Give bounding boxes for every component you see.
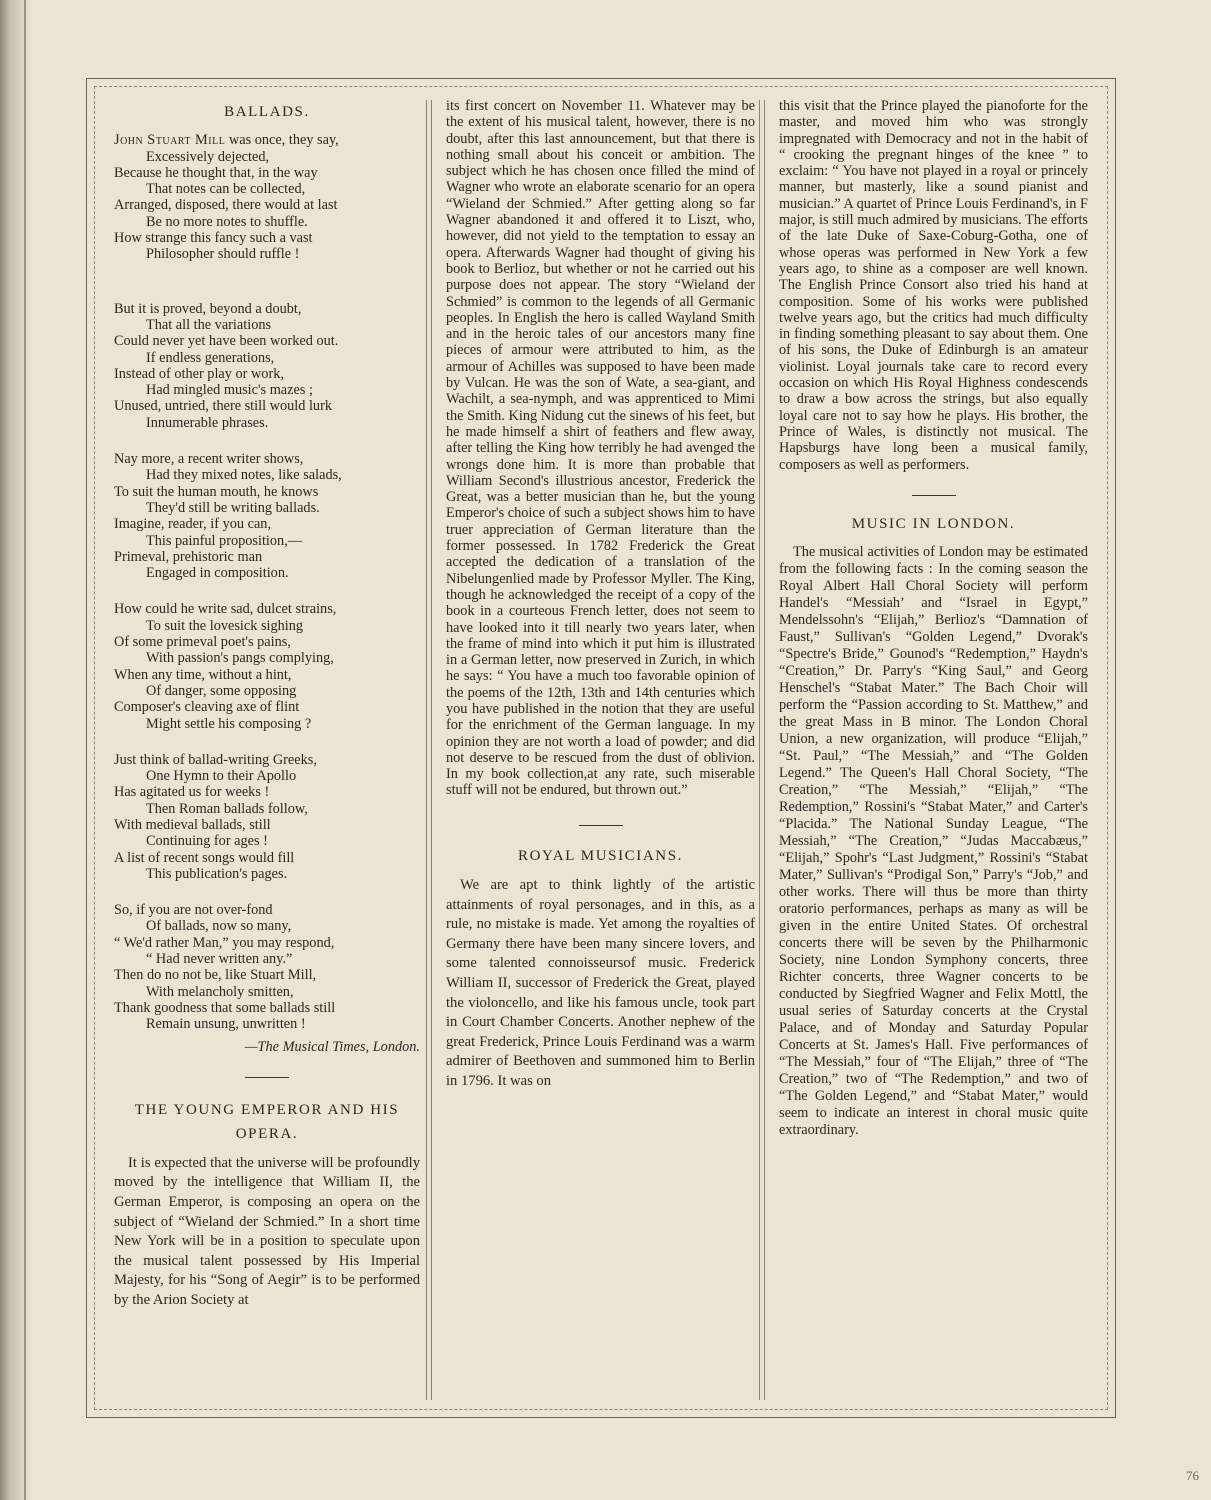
royal-paragraph-1: We are apt to think lightly of the artistic attainments of royal personages, and in this, as a rule, no mistake is made. Yet among the royalties of Germany there have been many sincere lovers, and some talented connoisseursof music. Frederick William II, successor of Frederick the Great, played the violoncello, and like his famous uncle, took part in Court Chamber Concerts. Another nephew of the great Frederick, Prince Louis Ferdinand was a warm admirer of Beethoven and summoned him to Berlin in 1796. It was on <box>446 877 755 1089</box>
poem-line: That notes can be collected, <box>146 181 306 198</box>
poem-line: To suit the lovesick sighing <box>146 617 304 634</box>
column-3 <box>779 98 1088 1398</box>
poem-line: Thank goodness that some ballads still <box>114 999 336 1016</box>
poem-line-rest: was once, they say, <box>225 132 339 149</box>
poem-line: With medieval ballads, still <box>114 816 271 833</box>
poem-line: “ Had never written any.” <box>146 951 293 968</box>
london-paragraph: The musical activities of London may be estimated from the following facts : In the coming season the Royal Albert Hall Choral Society will perform Handel's “Messiah’ and “Israel in Egypt,” Mendelssohn's “Elijah,” Berlioz's “Damnation of Faust,” Sullivan's “Golden Legend,” Dvorak's “Spectre's Bride,” Gounod's “Redemption,” Haydn's “Creation,” Dr. Parry's “King Saul,” and Georg Henschel's “Stabat Mater.” The Bach Choir will perform the “Passion according to St. Matthew,” and the great Mass in B minor. The London Choral Union, a new organization, will produce “Elijah,” “St. Paul,” “The Messiah,” and “The Golden Legend.” The Queen's Hall Choral Society, “The Creation,” “The Messiah,” “Elijah,” “The Redemption,” Rossini's “Stabat Mater,” and Carter's “Placida.” The National Sunday League, “The Messiah,” “The Creation,” “Judas Maccabæus,” “Elijah,” Spohr's “Last Judgment,” Rossini's “Stabat Mater,” Sullivan's “Prodigal Son,” Parry's “Job,” and other works. There will thus be more than thirty oratorio performances, perhaps as many as will be given in the entire United States. Of orchestral concerts there will be seven by the Philharmonic Society, nine London Symphony concerts, three Richter concerts, three Wagner concerts to be conducted by Siegfried Wagner and Felix Mottl, the usual series of Saturday concerts at the Crystal Palace, and of Monday and Saturday Popular Concerts at St. James's Hall. Five performances of “The Messiah,” four of “The Elijah,” three of “The Creation,” two of “The Redemption,” and two of “The Golden Legend,” and “Stabat Mater,” would seem to indicate an interest in choral music quite extraordinary. <box>779 544 1088 1139</box>
column-rule-left <box>426 100 432 1400</box>
section-separator <box>912 495 956 496</box>
london-title: MUSIC IN LONDON. <box>851 515 1016 532</box>
poem-line: With melancholy smitten, <box>146 983 294 1000</box>
section-separator <box>579 825 623 826</box>
poem-line: Engaged in composition. <box>146 565 289 582</box>
poem-line: Then do no not be, like Stuart Mill, <box>114 967 317 984</box>
poem-line: Nay more, a recent writer shows, <box>114 451 304 468</box>
poem-line: How strange this fancy such a vast <box>114 230 313 247</box>
poem-author-name: John Stuart Mill <box>114 132 226 149</box>
poem-line: Unused, untried, there still would lurk <box>114 398 332 415</box>
poem-line: “ We'd rather Man,” you may respond, <box>114 934 335 951</box>
poem-line: Might settle his composing ? <box>146 715 312 732</box>
emperor-paragraph-continued: its first concert on November 11. Whatever may be the extent of his musical talent, however, there is no doubt, after this last announcement, but that there is nothing small about his conceit or ambition. The subject which he has chosen once filled the mind of Wagner who wrote an elaborate scenario for an opera “Wieland der Schmied.” After getting along so far Wagner abandoned it and offered it to Liszt, who, however, did not yield to the temptation to essay an opera. Afterwards Wagner had thought of giving his book to Berlioz, but whether or not he carried out his purpose does not appear. The story “Wieland der Schmied” is common to the legends of all Germanic peoples. In English the hero is called Wayland Smith and in the heroic tales of our ancestors many fine pieces of armour were attributed to him, as the armour of Achilles was supposed to have been made by Vulcan. He was the son of Wate, a sea-giant, and Wachilt, a sea-nymph, and was apprenticed to Mimi the Smith. King Nidung cut the sinews of his feet, but he made himself a shirt of feathers and flew away, after telling the King how terribly he had avenged the wrongs done him. It is more than probable that William Second's illustrious ancestor, Frederick the Great, was a better musician than he, but the young Emperor's choice of such a subject shows him to have truer appreciation of German literature than the former possessed. In 1782 Frederick the Great accepted the dedication of a translation of the Nibelungenlied made by Professor Myller. The King, though he acknowledged the receipt of a copy of the book in a courteous French letter, does not seem to have looked into it till nearly two years later, when the frame of mind into which it put him is illustrated in a German letter, now preserved in Zurich, in which he says: “ You have a much too favorable opinion of the poems of the 12th, 13th and 14th centuries which you have published in the notion that they are useful for the enrichment of the German language. In my opinion they are not worth a load of powder; and did not deserve to be rescued from the dust of oblivion. In my book collection,at any rate, such miserable stuff will not be endured, but thrown out.” <box>446 98 755 799</box>
poem-line: So, if you are not over-fond <box>114 902 273 919</box>
poem-line: When any time, without a hint, <box>114 666 292 683</box>
poem-line: They'd still be writing ballads. <box>146 499 320 516</box>
poem-line: Instead of other play or work, <box>114 365 284 382</box>
section-separator <box>245 1077 289 1078</box>
stanza <box>114 451 420 581</box>
poem-line: This painful proposition,— <box>146 532 303 549</box>
column-rule-right <box>759 100 765 1400</box>
poem-line <box>114 132 420 148</box>
page-number: 76 <box>1186 1468 1199 1483</box>
column-2 <box>446 98 755 1398</box>
poem-line: Innumerable phrases. <box>146 414 269 431</box>
poem-line: Remain unsung, unwritten ! <box>146 1016 306 1033</box>
spine-line <box>24 0 26 1500</box>
emperor-paragraph-1: It is expected that the universe will be profoundly moved by the intelligence that William II, the German Emperor, is composing an opera on the subject of “Wieland der Schmied.” In a short time New York will be in a position to speculate upon the musical talent possessed by His Imperial Majesty, for his “Song of Aegir” is to be performed by the Arion Society at <box>114 1154 420 1308</box>
poem-line: To suit the human mouth, he knows <box>114 483 319 500</box>
poem-line: With passion's pangs complying, <box>146 650 334 667</box>
stanza <box>114 902 420 1032</box>
poem-line: Primeval, prehistoric man <box>114 548 263 565</box>
poem-line: Has agitated us for weeks ! <box>114 784 270 801</box>
poem-line: Had they mixed notes, like salads, <box>146 467 342 484</box>
poem-line: Could never yet have been worked out. <box>114 333 339 350</box>
poem-line: If endless generations, <box>146 349 275 366</box>
ballads-attribution: —The Musical Times, London. <box>244 1038 420 1055</box>
stanza <box>114 601 420 731</box>
poem-line: Just think of ballad-writing Greeks, <box>114 751 317 768</box>
stanza <box>114 301 420 431</box>
stanza <box>114 752 420 882</box>
royal-paragraph-continued: this visit that the Prince played the pianoforte for the master, and moved him who was strongly impregnated with Democracy and not in the habit of “ crooking the pregnant hinges of the knee ” to exclaim: “ You have not played in a royal or princely manner, but masterly, like a sound pianist and musician.” A quartet of Prince Louis Ferdinand's, in F major, is still much admired by musicians. The efforts of the late Duke of Saxe-Coburg-Gotha, one of whose operas was performed in New York a few years ago, to shine as a composer are well known. The English Prince Consort also tried his hand at composition. Some of his works were published twelve years ago, but the critics had much difficulty in finding something pleasant to say about them. One of his sons, the Duke of Edinburgh is an amateur violinist. Loyal journals take care to record every occasion on which His Royal Highness condescends to draw a bow across the strings, but also equally loyal care not to say how he plays. His brother, the Prince of Wales, is distinctly not musical. The Hapsburgs have long been a musical family, composers as well as performers. <box>779 98 1088 473</box>
book-spine-shadow <box>0 0 34 1500</box>
poem-line: Because he thought that, in the way <box>114 164 318 181</box>
poem-line: Had mingled music's mazes ; <box>146 382 313 399</box>
poem-line: Composer's cleaving axe of flint <box>114 699 300 716</box>
poem-line: This publication's pages. <box>146 865 288 882</box>
poem-line: One Hymn to their Apollo <box>146 768 297 785</box>
ballads-title: BALLADS. <box>224 104 310 120</box>
royal-title: ROYAL MUSICIANS. <box>517 847 684 864</box>
ballads-poem <box>114 132 420 1032</box>
poem-line: Continuing for ages ! <box>146 833 268 850</box>
poem-line: Excessively dejected, <box>146 148 270 165</box>
poem-line: But it is proved, beyond a doubt, <box>114 300 302 317</box>
poem-line: Philosopher should ruffle ! <box>146 246 300 263</box>
poem-line: A list of recent songs would fill <box>114 849 295 866</box>
emperor-title: THE YOUNG EMPEROR AND HIS OPERA. <box>134 1101 400 1142</box>
poem-line: Arranged, disposed, there would at last <box>114 197 338 214</box>
poem-line: Of some primeval poet's pains, <box>114 634 291 651</box>
poem-line: Then Roman ballads follow, <box>146 800 308 817</box>
stanza <box>114 132 420 262</box>
poem-line: Imagine, reader, if you can, <box>114 516 272 533</box>
column-1 <box>114 98 420 1398</box>
poem-line: That all the variations <box>146 316 272 333</box>
poem-line: How could he write sad, dulcet strains, <box>114 601 337 618</box>
poem-line: Of ballads, now so many, <box>146 918 292 935</box>
poem-line: Be no more notes to shuffle. <box>146 213 308 230</box>
poem-line: Of danger, some opposing <box>146 682 297 699</box>
